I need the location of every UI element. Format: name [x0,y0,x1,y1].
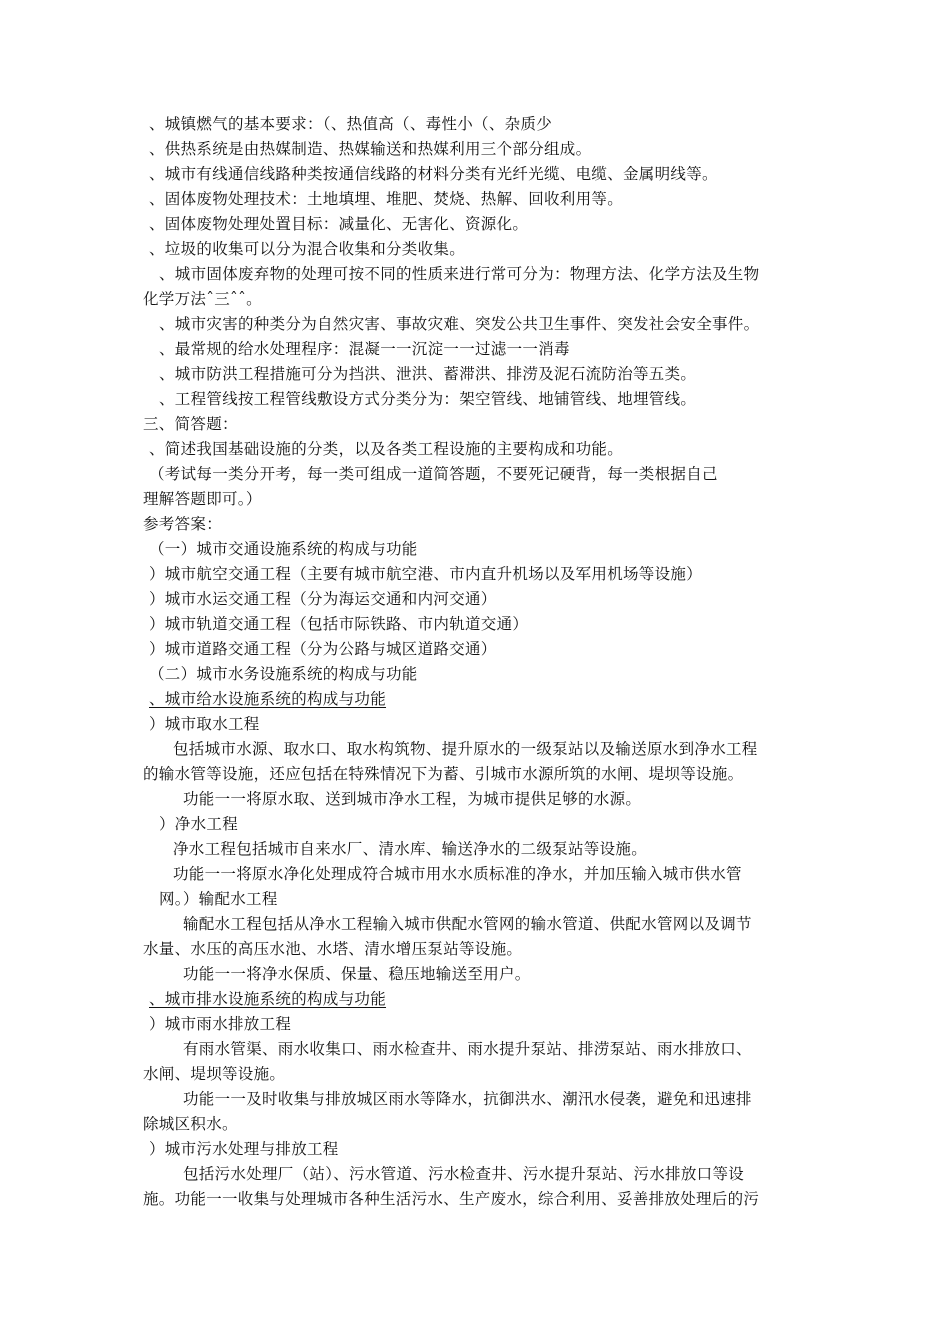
text-line: 功能一一将原水净化处理成符合城市用水水质标准的净水，并加压输入城市供水管 [173,865,742,883]
text-line: （考试每一类分开考，每一类可组成一道简答题，不要死记硬背，每一类根据自己 [149,465,718,483]
text-line: 、城市固体废弃物的处理可按不同的性质来进行常可分为：物理方法、化学方法及生物 [159,265,760,283]
text-line: 净水工程包括城市自来水厂、清水库、输送净水的二级泵站等设施。 [173,840,648,858]
text-line: 、城镇燃气的基本要求：（、热值高（、毒性小（、杂质少 [149,115,553,133]
text-line: ）城市航空交通工程（主要有城市航空港、市内直升机场以及军用机场等设施） [149,565,703,583]
text-line: 、工程管线按工程管线敷设方式分类分为：架空管线、地铺管线、地埋管线。 [159,390,697,408]
text-line: ）城市道路交通工程（分为公路与城区道路交通） [149,640,497,658]
text-line: 三、简答题： [143,415,238,433]
text-line: 、城市有线通信线路种类按通信线路的材料分类有光纤光缆、电缆、金属明线等。 [149,165,718,183]
text-line: 包括污水处理厂（站）、污水管道、污水检查井、污水提升泵站、污水排放口等设 [183,1165,745,1183]
text-line: 功能一一将净水保质、保量、稳压地输送至用户。 [183,965,531,983]
section-heading: 、城市排水设施系统的构成与功能 [149,990,387,1008]
text-line: 水量、水压的高压水池、水塔、清水增压泵站等设施。 [143,940,523,958]
text-line: 参考答案： [143,515,223,533]
text-line: 、最常规的给水处理程序：混凝一一沉淀一一过滤一一消毒 [159,340,570,358]
text-line: 、垃圾的收集可以分为混合收集和分类收集。 [149,240,466,258]
text-line: 功能一一及时收集与排放城区雨水等降水，抗御洪水、潮汛水侵袭，避免和迅速排 [183,1090,752,1108]
text-line: 包括城市水源、取水口、取水构筑物、提升原水的一级泵站以及输送原水到净水工程 [173,740,758,758]
text-line: ）城市轨道交通工程（包括市际铁路、市内轨道交通） [149,615,529,633]
text-line: 、固体废物处理处置目标：减量化、无害化、资源化。 [149,215,529,233]
text-line: （一）城市交通设施系统的构成与功能 [149,540,418,558]
document-page [143,112,813,1212]
text-line: 除城区积水。 [143,1115,238,1133]
text-line: 、供热系统是由热媒制造、热媒输送和热媒利用三个部分组成。 [149,140,592,158]
text-line: 、城市灾害的种类分为自然灾害、事故灾难、突发公共卫生事件、突发社会安全事件。 [159,315,760,333]
text-line: 施。功能一一收集与处理城市各种生活污水、生产废水，综合利用、妥善排放处理后的污 [143,1190,760,1208]
text-line: 理解答题即可。） [143,490,262,508]
text-line: ）城市雨水排放工程 [149,1015,292,1033]
text-line: 输配水工程包括从净水工程输入城市供配水管网的输水管道、供配水管网以及调节 [183,915,752,933]
text-line: ）城市污水处理与排放工程 [149,1140,339,1158]
text-line: 网。）输配水工程 [159,890,278,908]
text-line: 、简述我国基础设施的分类，以及各类工程设施的主要构成和功能。 [149,440,624,458]
text-line: （二）城市水务设施系统的构成与功能 [149,665,418,683]
text-line: 功能一一将原水取、送到城市净水工程，为城市提供足够的水源。 [183,790,642,808]
text-line: ）城市取水工程 [149,715,260,733]
text-line: 有雨水管渠、雨水收集口、雨水检查井、雨水提升泵站、排涝泵站、雨水排放口、 [183,1040,752,1058]
text-line: ）城市水运交通工程（分为海运交通和内河交通） [149,590,497,608]
text-line: 、城市防洪工程措施可分为挡洪、泄洪、蓄滞洪、排涝及泥石流防治等五类。 [159,365,697,383]
text-line: ）净水工程 [159,815,239,833]
text-line: 、固体废物处理技术：土地填埋、堆肥、焚烧、热解、回收利用等。 [149,190,624,208]
section-heading: 、城市给水设施系统的构成与功能 [149,690,387,708]
text-line: 水闸、堤坝等设施。 [143,1065,286,1083]
text-line: 化学万法ˆ三ˆˆ。 [143,290,262,308]
text-line: 的输水管等设施，还应包括在特殊情况下为蓄、引城市水源所筑的水闸、堤坝等设施。 [143,765,744,783]
